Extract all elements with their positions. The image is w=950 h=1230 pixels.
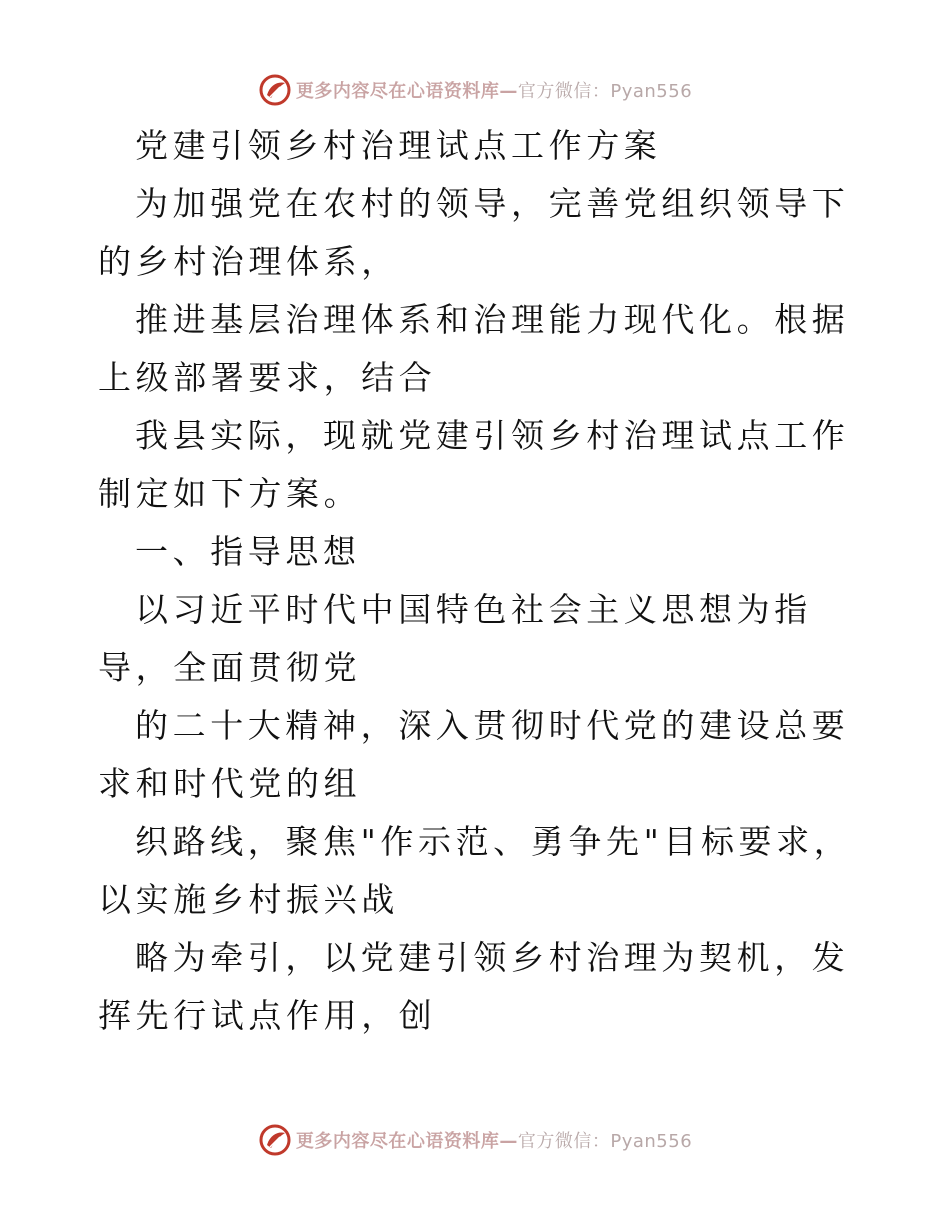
document-title: 党建引领乡村治理试点工作方案 — [135, 126, 662, 165]
paragraph: 推进基层治理体系和治理能力现代化。根据上级部署要求，结合 — [98, 300, 850, 397]
section-heading: 一、指导思想 — [135, 532, 361, 571]
document-body — [98, 117, 858, 1045]
watermark-text: 更多内容尽在心语资料库—官方微信：Pyan556 — [295, 81, 693, 102]
brand-logo-icon — [258, 1123, 292, 1157]
brand-logo-icon — [258, 73, 292, 107]
paragraph: 我县实际，现就党建引领乡村治理试点工作制定如下方案。 — [98, 416, 850, 513]
paragraph: 织路线，聚焦"作示范、勇争先"目标要求，以实施乡村振兴战 — [98, 822, 852, 919]
paragraph: 为加强党在农村的领导，完善党组织领导下的乡村治理体系， — [98, 184, 850, 281]
watermark-banner-bottom — [0, 1120, 950, 1160]
paragraph: 的二十大精神，深入贯彻时代党的建设总要求和时代党的组 — [98, 706, 850, 803]
watermark-text: 更多内容尽在心语资料库—官方微信：Pyan556 — [295, 1131, 693, 1152]
paragraph: 以习近平时代中国特色社会主义思想为指导，全面贯彻党 — [98, 590, 812, 687]
watermark-banner-top — [0, 70, 950, 110]
paragraph: 略为牵引，以党建引领乡村治理为契机，发挥先行试点作用，创 — [98, 938, 850, 1035]
